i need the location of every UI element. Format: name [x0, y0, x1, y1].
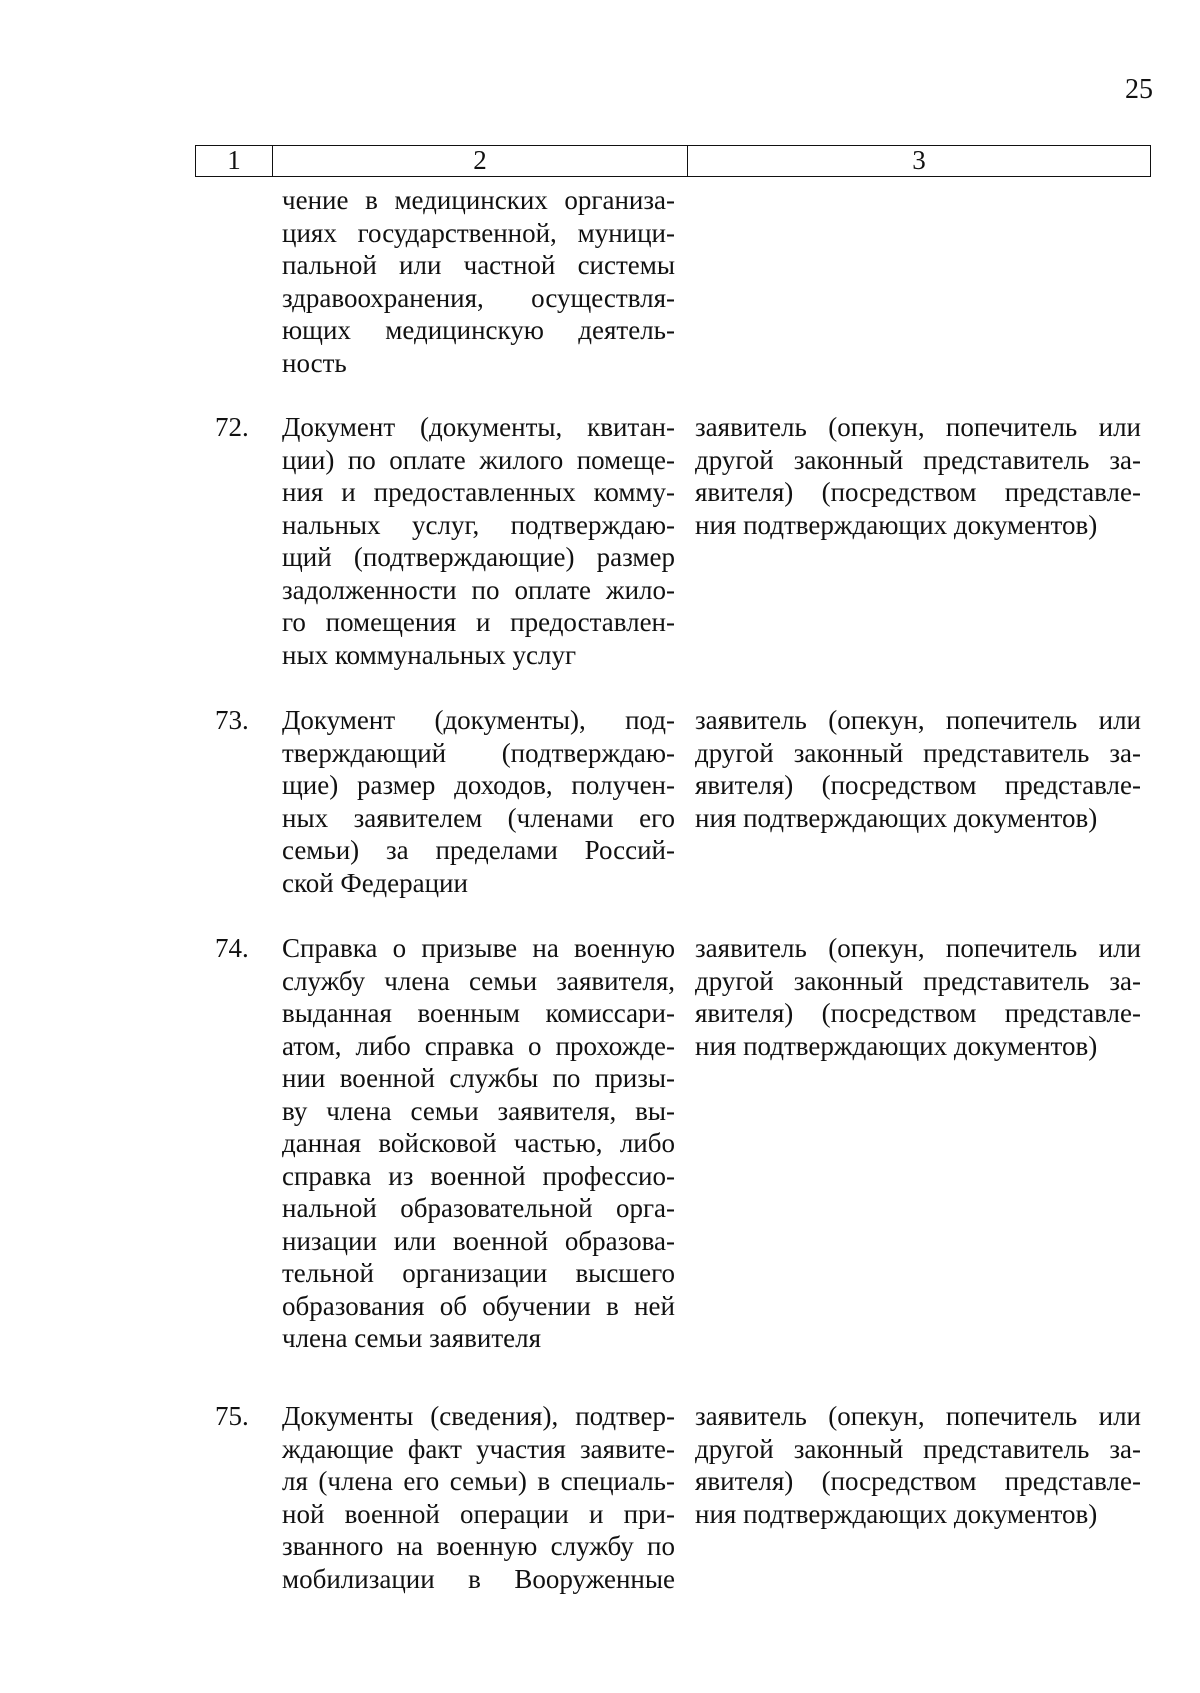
- text-line: тельной организации высшего: [282, 1258, 675, 1288]
- text-line: задолженности по оплате жило-: [282, 574, 675, 605]
- text-line: ции) по оплате жилого помеще-: [282, 444, 675, 475]
- text-line: ву члена семьи заявителя, вы-: [282, 1095, 675, 1126]
- text-line: Документы (сведения), подтвер-: [282, 1401, 675, 1431]
- text-line: званного на военную службу по: [282, 1531, 675, 1561]
- item-number: 74.: [215, 933, 249, 963]
- text-line: ющих медицинскую деятель-: [282, 315, 675, 345]
- text-line: Справка о призыве на военную: [282, 933, 675, 963]
- text-line: здравоохранения, осуществля-: [282, 282, 675, 313]
- document-provider: [695, 704, 1141, 834]
- text-line: ния подтверждающих документов): [695, 802, 1098, 833]
- text-line: ных коммунальных услуг: [282, 639, 577, 670]
- text-line: нальных услуг, подтверждаю-: [282, 509, 675, 540]
- text-line: тверждающий (подтверждаю-: [282, 737, 675, 768]
- text-line: атом, либо справка о прохожде-: [282, 1030, 675, 1061]
- text-line: ждающие факт участия заявите-: [282, 1433, 675, 1464]
- text-line: заявитель (опекун, попечитель или: [695, 933, 1141, 963]
- text-line: семьи) за пределами Россий-: [282, 835, 675, 865]
- text-line: другой законный представитель за-: [695, 737, 1141, 768]
- item-number: 72.: [215, 412, 249, 442]
- text-line: ния подтверждающих документов): [695, 1498, 1098, 1529]
- text-line: пальной или частной системы: [282, 250, 675, 280]
- text-line: другой законный представитель за-: [695, 965, 1141, 996]
- text-line: циях государственной, муници-: [282, 217, 675, 248]
- table-header-row: [195, 145, 1151, 177]
- text-line: другой законный представитель за-: [695, 1433, 1141, 1464]
- text-line: явителя) (посредством представле-: [695, 998, 1141, 1028]
- text-line: низации или военной образова-: [282, 1225, 675, 1256]
- document-description: [282, 1400, 675, 1595]
- text-line: щие) размер доходов, получен-: [282, 770, 675, 800]
- text-line: заявитель (опекун, попечитель или: [695, 705, 1141, 735]
- document-provider: [695, 1400, 1141, 1530]
- text-line: другой законный представитель за-: [695, 444, 1141, 475]
- text-line: явителя) (посредством представле-: [695, 477, 1141, 507]
- text-line: ния подтверждающих документов): [695, 1030, 1098, 1061]
- text-line: мобилизации в Вооруженные: [282, 1563, 675, 1594]
- text-line: щий (подтверждающие) размер: [282, 542, 675, 572]
- text-line: Документ (документы), под-: [282, 705, 675, 735]
- text-line: го помещения и предоставлен-: [282, 607, 675, 637]
- text-line: данная войсковой частью, либо: [282, 1128, 675, 1158]
- document-provider: [695, 411, 1141, 541]
- page-number: 25: [1125, 74, 1153, 105]
- text-line: ной военной операции и при-: [282, 1498, 675, 1529]
- text-line: ния и предоставленных комму-: [282, 477, 675, 507]
- text-line: явителя) (посредством представле-: [695, 1466, 1141, 1496]
- text-line: чение в медицинских организа-: [282, 185, 675, 215]
- document-description: [282, 932, 675, 1355]
- continuation-text: [282, 184, 675, 379]
- item-number: 73.: [215, 705, 249, 735]
- text-line: явителя) (посредством представле-: [695, 770, 1141, 800]
- header-col-3: 3: [912, 145, 926, 175]
- text-line: ской Федерации: [282, 867, 468, 898]
- text-line: нальной образовательной орга-: [282, 1193, 675, 1223]
- text-line: ных заявителем (членами его: [282, 802, 675, 833]
- header-col-2: 2: [273, 146, 688, 176]
- text-line: нии военной службы по призы-: [282, 1063, 675, 1093]
- document-description: [282, 704, 675, 899]
- text-line: службу члена семьи заявителя,: [282, 965, 675, 996]
- text-line: ния подтверждающих документов): [695, 509, 1098, 540]
- item-number: 75.: [215, 1401, 249, 1431]
- text-line: ность: [282, 347, 347, 378]
- text-line: выданная военным комиссари-: [282, 998, 675, 1028]
- header-col-1: 1: [196, 146, 273, 176]
- text-line: члена семьи заявителя: [282, 1323, 542, 1353]
- document-provider: [695, 932, 1141, 1062]
- document-description: [282, 411, 675, 671]
- text-line: заявитель (опекун, попечитель или: [695, 1401, 1141, 1431]
- text-line: Документ (документы, квитан-: [282, 412, 675, 442]
- text-line: заявитель (опекун, попечитель или: [695, 412, 1141, 442]
- text-line: справка из военной профессио-: [282, 1160, 675, 1191]
- text-line: образования об обучении в ней: [282, 1290, 675, 1321]
- text-line: ля (члена его семьи) в специаль-: [282, 1466, 675, 1496]
